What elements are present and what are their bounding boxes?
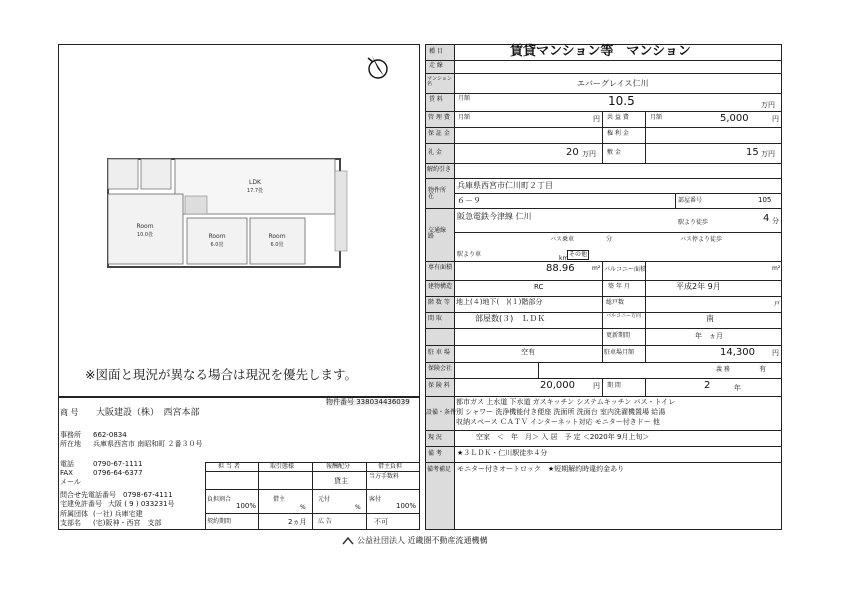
bus-minutes: 分 [606, 236, 613, 243]
balcony-unit: m² [772, 265, 781, 272]
duty-value: 有 [759, 365, 766, 373]
renewal-value: 年 ヵ月 [695, 332, 723, 340]
parking-fee-label: 駐車場月額 [604, 349, 635, 356]
property-type-title: 賃貸マンション等 マンション [510, 44, 691, 59]
amortization-label: 解約引き [427, 166, 452, 173]
office-zip: 662-0834 [93, 431, 127, 439]
insurance-label: 保 険 料 [428, 382, 450, 389]
drive-label: 駅より車 [457, 251, 482, 258]
transit-label: 交通線路 [428, 227, 447, 240]
parking-fee-value: 14,300 [720, 347, 755, 358]
mini-client-pct: 100% [396, 502, 417, 510]
parking-label: 駐 車 場 [428, 349, 450, 356]
rent-unit: 万円 [761, 101, 775, 109]
address-label: 物件所在 [428, 187, 447, 200]
floor-plan [105, 156, 350, 271]
room-label-1: Room [136, 223, 154, 230]
rent-label: 賃 料 [429, 96, 443, 103]
equipment-line-1: 都市ガス 上水道 下水道 ガスキッチン システムキッチン バス・トイレ [456, 398, 676, 406]
room-size-ldk: 17.7畳 [246, 188, 264, 194]
mini-origin: 元付 [318, 496, 331, 503]
association-value: (一社) 兵庫宅建 [93, 510, 143, 518]
period-label: 期 間 [607, 382, 621, 389]
bus-stop-walk-label: バス停より徒歩 [680, 236, 723, 243]
duty-label: 義 務 [716, 366, 730, 373]
mini-contract-label: 契約期間 [207, 518, 232, 525]
status-label: 現 況 [428, 434, 442, 441]
common-label: 共 益 費 [607, 114, 629, 121]
floors-value: 地上(４)地下( )(１)階部分 [456, 298, 543, 306]
insurance-value: 20,000 [540, 380, 575, 391]
building-name: エバーグレイス仁川 [577, 79, 649, 88]
structure-label: 建物構造 [428, 283, 453, 290]
mgmt-label: 管 理 費 [428, 114, 450, 121]
license-label: 宅建免許番号 [60, 500, 102, 508]
floors-label: 階 数 等 [428, 299, 450, 306]
footer-association: 公益社団法人 近畿圏不動産流通機構 [357, 536, 488, 545]
company-name: 大阪建設（株） 西宮本部 [96, 408, 200, 418]
mini-ad-value: 不可 [374, 518, 388, 526]
fax-label: FAX [60, 469, 73, 477]
address-line-2: ６－９ [457, 196, 481, 205]
period-unit: 年 [734, 384, 741, 392]
mini-origin-pct: % [355, 504, 361, 511]
tel-label: 電話 [60, 460, 74, 468]
north-compass-icon [363, 52, 393, 82]
guarantor-label: 保険会社 [428, 365, 453, 372]
walk-unit: 分 [772, 217, 779, 225]
license-value: 大阪 ( 9 ) 033231号 [108, 500, 175, 508]
mini-contract-value: 2ヵ月 [288, 518, 307, 526]
mini-ratio-label: 負担割合 [207, 496, 232, 503]
room-label-2: Room [208, 233, 226, 240]
branch-value: (宅)阪神・西宮 支部 [93, 519, 162, 527]
key-money-label: 権 利 金 [607, 130, 629, 137]
reikin-label: 礼 金 [428, 149, 442, 156]
shikikin-value: 15 [746, 147, 759, 158]
mini-landlord: 貸主 [334, 477, 348, 485]
bus-label: バス乗車 [550, 236, 575, 243]
area-unit: m² [592, 265, 601, 272]
area-label: 専有面積 [428, 264, 453, 271]
common-unit: 円 [772, 115, 779, 123]
mail-label: メール [60, 478, 81, 486]
mini-header-1: 担 当 者 [218, 463, 240, 470]
balcony-label: バルコニー面積 [604, 266, 647, 273]
tel-value: 0790-67-1111 [93, 460, 143, 468]
facing-label: バルコニー方向 [606, 313, 642, 319]
mgmt-unit: 円 [593, 115, 600, 123]
floor-plan-note: ※図面と現況が異なる場合は現況を優先します。 [85, 367, 357, 382]
insurance-unit: 円 [593, 382, 600, 390]
office-address-label: 所在地 [60, 440, 81, 448]
fax-value: 0796-64-6377 [93, 469, 143, 477]
facing-value: 南 [706, 314, 714, 323]
rent-value: 10.5 [608, 94, 635, 108]
rail-line: 阪急電鉄今津線 仁川 [457, 212, 532, 221]
layout-label: 間 取 [428, 315, 442, 322]
parking-value: 空有 [521, 348, 535, 356]
mini-header-2: 取引態様 [270, 463, 295, 470]
association-logo-icon [342, 536, 354, 546]
doc-number: 物件番号 338034436039 [326, 398, 410, 406]
room-size-3: 6.0畳 [270, 242, 284, 248]
equipment-line-2: 別 シャワー 洗浄機能付き便座 洗面所 洗面台 室内洗濯機置場 給湯 [456, 408, 666, 416]
units-label: 総戸数 [606, 299, 625, 306]
walk-minutes: 4 [763, 213, 770, 224]
room-size-1: 10.0畳 [136, 232, 154, 238]
structure-value: RC [534, 283, 544, 291]
equipment-line-3: 収納スペース ＣＡＴＶ インターネット対応 モニター付きドー 他 [456, 418, 660, 426]
room-number: 105 [758, 196, 772, 204]
room-label-ldk: LDK [249, 179, 261, 186]
parking-fee-unit: 円 [772, 349, 779, 357]
renewal-label: 更新期間 [606, 332, 631, 339]
mini-header-3: 報酬配分 [326, 463, 351, 470]
address-line-1: 兵庫県西宮市仁川町２丁目 [457, 181, 553, 190]
note-value: ★３ＬＤＫ・仁川駅徒歩４分 [457, 449, 548, 457]
mgmt-note: 月額 [458, 114, 471, 121]
rent-note: 月額 [458, 95, 471, 102]
office-address: 兵庫県西宮市 南昭和町 ２番３０号 [93, 440, 203, 448]
shikikin-label: 敷 金 [607, 149, 621, 156]
room-number-label: 部屋番号 [678, 197, 703, 204]
association-label: 所属団体 [60, 510, 88, 518]
mini-ad-label: 広 告 [318, 518, 332, 525]
built-value: 平成2年 9月 [676, 282, 721, 291]
mini-ratio-value: 100% [236, 502, 257, 510]
contact-label: 問合せ先電話番号 [60, 491, 116, 499]
mini-fee: 当方手数料 [369, 473, 400, 480]
company-label: 商 号 [60, 408, 79, 417]
other-label: その他 [569, 251, 588, 258]
deposit-label: 保 証 金 [428, 130, 450, 137]
mini-tenant: 借主 [273, 496, 286, 503]
layout-value: 部屋数(３) ＬＤＫ [475, 314, 546, 323]
mini-header-4: 借主負担 [378, 463, 403, 470]
room-label-3: Room [268, 233, 286, 240]
reikin-value: 20 [566, 147, 579, 158]
built-label: 築 年 月 [608, 283, 630, 290]
common-value: 5,000 [720, 113, 749, 124]
drive-km: km [559, 255, 569, 262]
common-note: 月額 [650, 114, 663, 121]
office-label: 事務所 [60, 431, 81, 439]
units-unit: 戸 [774, 301, 781, 308]
note-label: 備 考 [428, 450, 442, 457]
building-name-label: マンション名 [427, 76, 452, 87]
equipment-label: 設備・条件 [426, 409, 457, 416]
room-size-2: 6.0畳 [210, 242, 224, 248]
status-value: 空家 ＜ 年 月＞ 入 居 予 定 ＜2020年 9月上旬＞ [476, 433, 650, 441]
contact-value: 0798-67-4111 [123, 491, 173, 499]
shikikin-unit: 万円 [761, 150, 775, 158]
type-label: 種 目 [429, 48, 443, 55]
line-label: 走 線 [429, 62, 443, 69]
supplement-value: モニター付きオートロック ★短期解約時違約金あり [457, 465, 625, 473]
walk-label: 駅より徒歩 [678, 219, 709, 226]
area-value: 88.96 [546, 263, 575, 274]
reikin-unit: 万円 [582, 150, 596, 158]
supplement-label: 備考補足 [427, 466, 452, 473]
branch-label: 支部名 [60, 519, 81, 527]
period-value: 2 [704, 380, 711, 391]
mini-tenant-pct: % [300, 504, 306, 511]
mini-client: 客付 [369, 496, 382, 503]
